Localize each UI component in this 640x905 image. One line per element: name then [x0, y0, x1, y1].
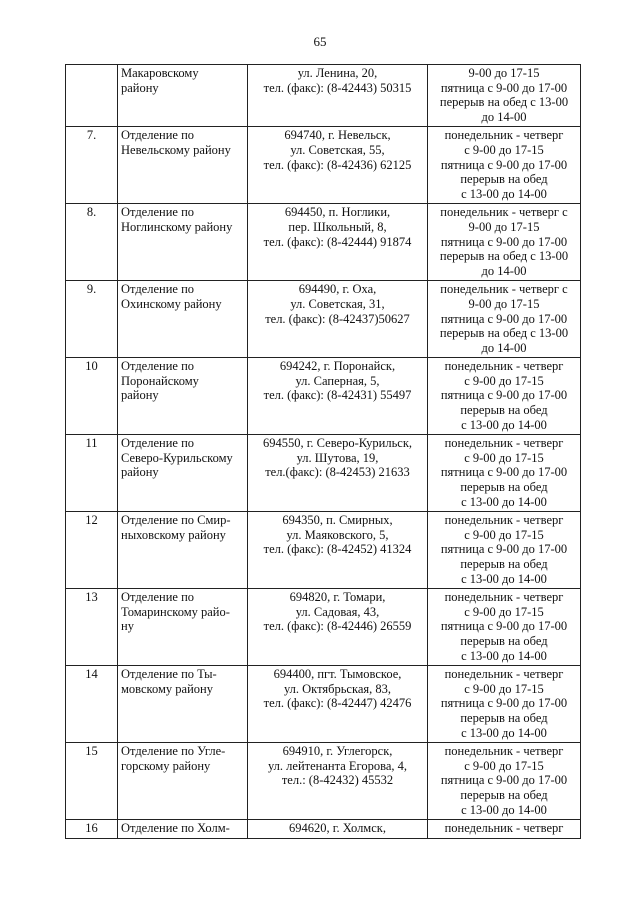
office-address-line: 694620, г. Холмск,	[289, 821, 386, 836]
office-hours-line: понедельник - четверг	[444, 513, 564, 528]
table-row	[66, 65, 581, 127]
office-address-line: тел. (факс): (8-42452) 41324	[263, 542, 412, 557]
office-address	[248, 743, 428, 820]
office-name	[118, 281, 248, 358]
office-address-line: 694550, г. Северо-Курильск,	[262, 436, 413, 451]
office-hours-line: 9-00 до 17-15	[468, 296, 540, 311]
office-hours	[428, 589, 581, 666]
office-hours-line: понедельник - четверг	[444, 744, 564, 759]
office-hours-line: до 14-00	[481, 109, 527, 124]
office-name-line: ну	[121, 619, 134, 634]
office-address	[248, 127, 428, 204]
office-hours-line: понедельник - четверг	[444, 590, 564, 605]
office-hours-line: перерыв на обед	[460, 633, 548, 648]
office-name-line: Макаровскому	[121, 66, 199, 80]
office-address-line: 694450, п. Ноглики,	[284, 205, 391, 220]
office-address	[248, 512, 428, 589]
office-name	[118, 127, 248, 204]
office-hours-line: перерыв на обед с 13-00	[439, 95, 569, 110]
office-address-line: тел. (факс): (8-42446) 26559	[263, 619, 412, 634]
office-hours-line: с 9-00 до 17-15	[464, 681, 544, 696]
office-hours-line: с 13-00 до 14-00	[461, 186, 547, 201]
office-address-line: 694740, г. Невельск,	[284, 128, 391, 143]
row-number: 9.	[66, 281, 118, 358]
table-row	[66, 820, 581, 839]
row-number: 15	[66, 743, 118, 820]
office-hours-line: с 13-00 до 14-00	[461, 494, 547, 509]
office-name-line: Северо-Курильскому	[121, 450, 233, 465]
office-address-line: 694490, г. Оха,	[298, 282, 377, 297]
office-hours-line: с 13-00 до 14-00	[461, 802, 547, 817]
office-name-line: Отделение по	[121, 282, 195, 297]
office-address-line: 694242, г. Поронайск,	[279, 359, 396, 374]
table-row	[66, 589, 581, 666]
office-hours-line: с 13-00 до 14-00	[461, 725, 547, 740]
office-hours-line: с 9-00 до 17-15	[464, 604, 544, 619]
row-number: 8.	[66, 204, 118, 281]
office-name-line: Отделение по	[121, 128, 195, 143]
office-address-line: ул. Шутова, 19,	[296, 450, 379, 465]
office-name-line: Отделение по Ты-	[121, 667, 217, 682]
office-address-line: 694350, п. Смирных,	[282, 513, 393, 528]
office-address-line: пер. Школьный, 8,	[288, 219, 387, 234]
office-hours-line: понедельник - четверг	[444, 667, 564, 682]
office-hours-line: понедельник - четверг	[444, 436, 564, 451]
page-number: 65	[313, 34, 327, 49]
office-hours-line: пятница с 9-00 до 17-00	[440, 157, 568, 172]
office-hours-line: перерыв на обед	[460, 403, 548, 418]
office-address-line: ул. Советская, 31,	[290, 296, 385, 311]
office-name-line: Невельскому району	[121, 142, 231, 157]
office-hours	[428, 358, 581, 435]
office-address-line: тел.(факс): (8-42453) 21633	[265, 465, 410, 480]
office-name-line: Отделение по Холм-	[121, 821, 230, 836]
office-name-line: Ноглинскому району	[121, 219, 233, 234]
office-hours-line: до 14-00	[481, 340, 527, 355]
office-name-line: Отделение по Смир-	[121, 513, 231, 528]
office-hours-line: пятница с 9-00 до 17-00	[440, 388, 568, 403]
office-hours-line: пятница с 9-00 до 17-00	[440, 80, 568, 95]
office-hours	[428, 127, 581, 204]
office-address-line: ул. Маяковского, 5,	[286, 527, 389, 542]
office-name-line: горскому району	[121, 758, 211, 773]
office-address	[248, 589, 428, 666]
office-hours	[428, 743, 581, 820]
office-address-line: ул. Советская, 55,	[290, 142, 385, 157]
office-hours-line: с 9-00 до 17-15	[464, 758, 544, 773]
office-name	[118, 666, 248, 743]
office-address-line: тел.: (8-42432) 45532	[281, 773, 394, 788]
office-address-line: тел. (факс): (8-42444) 91874	[263, 234, 412, 249]
office-hours-line: с 13-00 до 14-00	[461, 417, 547, 432]
office-address-line: тел. (факс): (8-42431) 55497	[263, 388, 412, 403]
table-row	[66, 204, 581, 281]
office-name-line: району	[121, 80, 159, 95]
office-name-line: Отделение по	[121, 590, 195, 605]
office-hours-line: с 9-00 до 17-15	[464, 142, 544, 157]
office-hours-line: пятница с 9-00 до 17-00	[440, 773, 568, 788]
office-name	[118, 358, 248, 435]
office-name-line: Отделение по	[121, 205, 195, 220]
table-row	[66, 743, 581, 820]
office-address-line: тел. (факс): (8-42447) 42476	[263, 696, 412, 711]
office-hours-line: перерыв на обед	[460, 787, 548, 802]
office-address-line: тел. (факс): (8-42436) 62125	[263, 157, 412, 172]
office-hours	[428, 512, 581, 589]
office-name-line: Охинскому району	[121, 296, 222, 311]
office-hours-line: перерыв на обед	[460, 172, 548, 187]
row-number: 13	[66, 589, 118, 666]
office-hours-line: пятница с 9-00 до 17-00	[440, 234, 568, 249]
row-number: 16	[66, 820, 118, 839]
table-row	[66, 358, 581, 435]
table-row	[66, 127, 581, 204]
office-hours-line: с 13-00 до 14-00	[461, 571, 547, 586]
office-name-line: району	[121, 465, 159, 480]
office-hours	[428, 65, 581, 127]
office-hours-line: пятница с 9-00 до 17-00	[440, 619, 568, 634]
office-hours-line: понедельник - четверг	[444, 128, 564, 143]
row-number: 10	[66, 358, 118, 435]
office-name	[118, 820, 248, 839]
office-name	[118, 435, 248, 512]
office-hours-line: пятница с 9-00 до 17-00	[440, 311, 568, 326]
office-address-line: 694400, пгт. Тымовское,	[273, 667, 402, 682]
office-name-line: ныховскому району	[121, 527, 226, 542]
office-hours-line: пятница с 9-00 до 17-00	[440, 696, 568, 711]
office-name-line: Поронайскому	[121, 373, 199, 388]
office-hours-line: с 13-00 до 14-00	[461, 648, 547, 663]
office-address-line: 694820, г. Томари,	[289, 590, 386, 605]
office-name-line: району	[121, 388, 159, 403]
office-address	[248, 65, 428, 127]
office-name	[118, 589, 248, 666]
office-hours	[428, 204, 581, 281]
office-name	[118, 204, 248, 281]
office-hours	[428, 820, 581, 839]
office-hours-line: перерыв на обед	[460, 480, 548, 495]
office-hours-line: перерыв на обед	[460, 710, 548, 725]
office-hours-line: с 9-00 до 17-15	[464, 450, 544, 465]
office-hours-line: перерыв на обед с 13-00	[439, 326, 569, 341]
office-hours-line: понедельник - четверг	[444, 359, 564, 374]
office-name-line: Отделение по	[121, 436, 195, 451]
office-hours-line: перерыв на обед	[460, 557, 548, 571]
office-address-line: 694910, г. Углегорск,	[282, 744, 393, 759]
office-hours-line: пятница с 9-00 до 17-00	[440, 542, 568, 557]
office-hours	[428, 435, 581, 512]
office-hours-line: перерыв на обед с 13-00	[439, 249, 569, 264]
table-row	[66, 666, 581, 743]
office-hours-line: до 14-00	[481, 263, 527, 278]
office-name	[118, 65, 248, 127]
office-hours-line: 9-00 до 17-15	[468, 66, 540, 80]
office-hours-line: с 9-00 до 17-15	[464, 373, 544, 388]
office-name	[118, 512, 248, 589]
office-name-line: Томаринскому райо-	[121, 604, 230, 619]
office-hours-line: пятница с 9-00 до 17-00	[440, 465, 568, 480]
row-number: 12	[66, 512, 118, 589]
office-address-line: ул. Садовая, 43,	[295, 604, 380, 619]
office-hours-line: понедельник - четверг с	[440, 282, 568, 297]
row-number	[66, 65, 118, 127]
office-address	[248, 666, 428, 743]
office-hours-line: понедельник - четверг	[444, 821, 564, 836]
table-row	[66, 512, 581, 589]
office-address-line: тел. (факс): (8-42437)50627	[265, 311, 410, 326]
office-address	[248, 281, 428, 358]
office-name-line: Отделение по Угле-	[121, 744, 226, 759]
office-address-line: ул. Ленина, 20,	[297, 66, 378, 80]
office-hours	[428, 666, 581, 743]
office-hours	[428, 281, 581, 358]
offices-table	[65, 64, 581, 839]
office-address-line: ул. Октябрьская, 83,	[283, 681, 392, 696]
table-row	[66, 281, 581, 358]
office-hours-line: 9-00 до 17-15	[468, 219, 540, 234]
office-address	[248, 204, 428, 281]
office-address-line: тел. (факс): (8-42443) 50315	[263, 80, 412, 95]
office-name-line: Отделение по	[121, 359, 195, 374]
office-hours-line: с 9-00 до 17-15	[464, 527, 544, 542]
office-address	[248, 435, 428, 512]
table-row	[66, 435, 581, 512]
office-hours-line: понедельник - четверг с	[440, 205, 568, 220]
row-number: 11	[66, 435, 118, 512]
office-name-line: мовскому району	[121, 681, 213, 696]
office-address-line: ул. Саперная, 5,	[295, 373, 380, 388]
row-number: 14	[66, 666, 118, 743]
office-address	[248, 358, 428, 435]
office-name	[118, 743, 248, 820]
row-number: 7.	[66, 127, 118, 204]
office-address-line: ул. лейтенанта Егорова, 4,	[267, 758, 407, 773]
office-address	[248, 820, 428, 839]
